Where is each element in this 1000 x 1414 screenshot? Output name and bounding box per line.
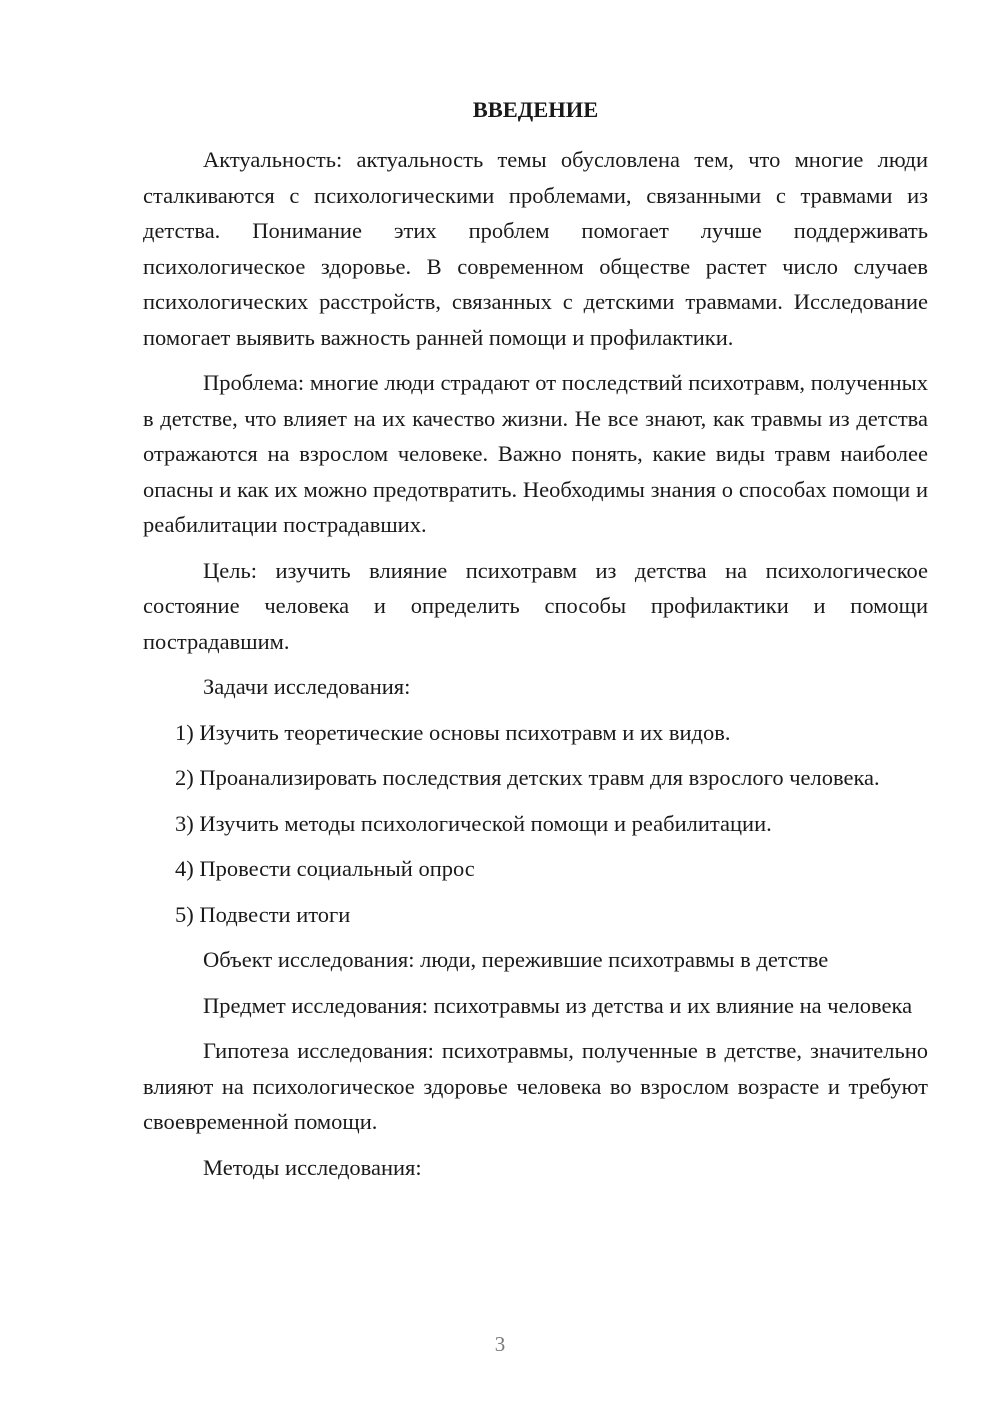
task-item-2: 2) Проанализировать последствия детских травм для взрослого человека. [175,765,880,790]
task-item-4: 4) Провести социальный опрос [175,856,475,881]
methods-title: Методы исследования: [203,1154,422,1180]
section-heading: ВВЕДЕНИЕ [472,97,599,122]
goal-paragraph: Цель: изучить влияние психотравм из детства на психологическое состояние человека и определить способы профилактики и помощи пострадавшим. [143,557,928,654]
problem-paragraph: Проблема: многие люди страдают от последствий психотравм, полученных в детстве, что влияет на их качество жизни. Не все знают, как травмы из детства отражаются на взрослом человеке. Важно понять, какие виды травм наиболее опасны и как их можно предотвратить. Необходимы знания о способах помощи и реабилитации пострадавших. [143,370,928,537]
subject-paragraph: Предмет исследования: психотравмы из детства и их влияние на человека [203,992,913,1018]
document-body [143,91,928,1195]
object-paragraph: Объект исследования: люди, пережившие психотравмы в детстве [203,947,829,972]
hypothesis-paragraph: Гипотеза исследования: психотравмы, полученные в детстве, значительно влияют на психологическое здоровье человека во взрослом возрасте и требуют своевременной помощи. [143,1038,928,1134]
tasks-title: Задачи исследования: [203,674,411,699]
relevance-paragraph: Актуальность: актуальность темы обусловлена тем, что многие люди сталкиваются с психологическими проблемами, связанными с травмами из детства. Понимание этих проблем помогает лучше поддерживать психологическое здоровье. В современном обществе растет число случаев психологических расстройств, связанных с детскими травмами. Исследование помогает выявить важность ранней помощи и профилактики. [143,147,928,350]
page-number: 3 [494,1332,506,1356]
task-item-1: 1) Изучить теоретические основы психотравм и их видов. [175,719,731,745]
task-item-5: 5) Подвести итоги [175,901,351,927]
task-item-3: 3) Изучить методы психологической помощи и реабилитации. [175,810,772,836]
